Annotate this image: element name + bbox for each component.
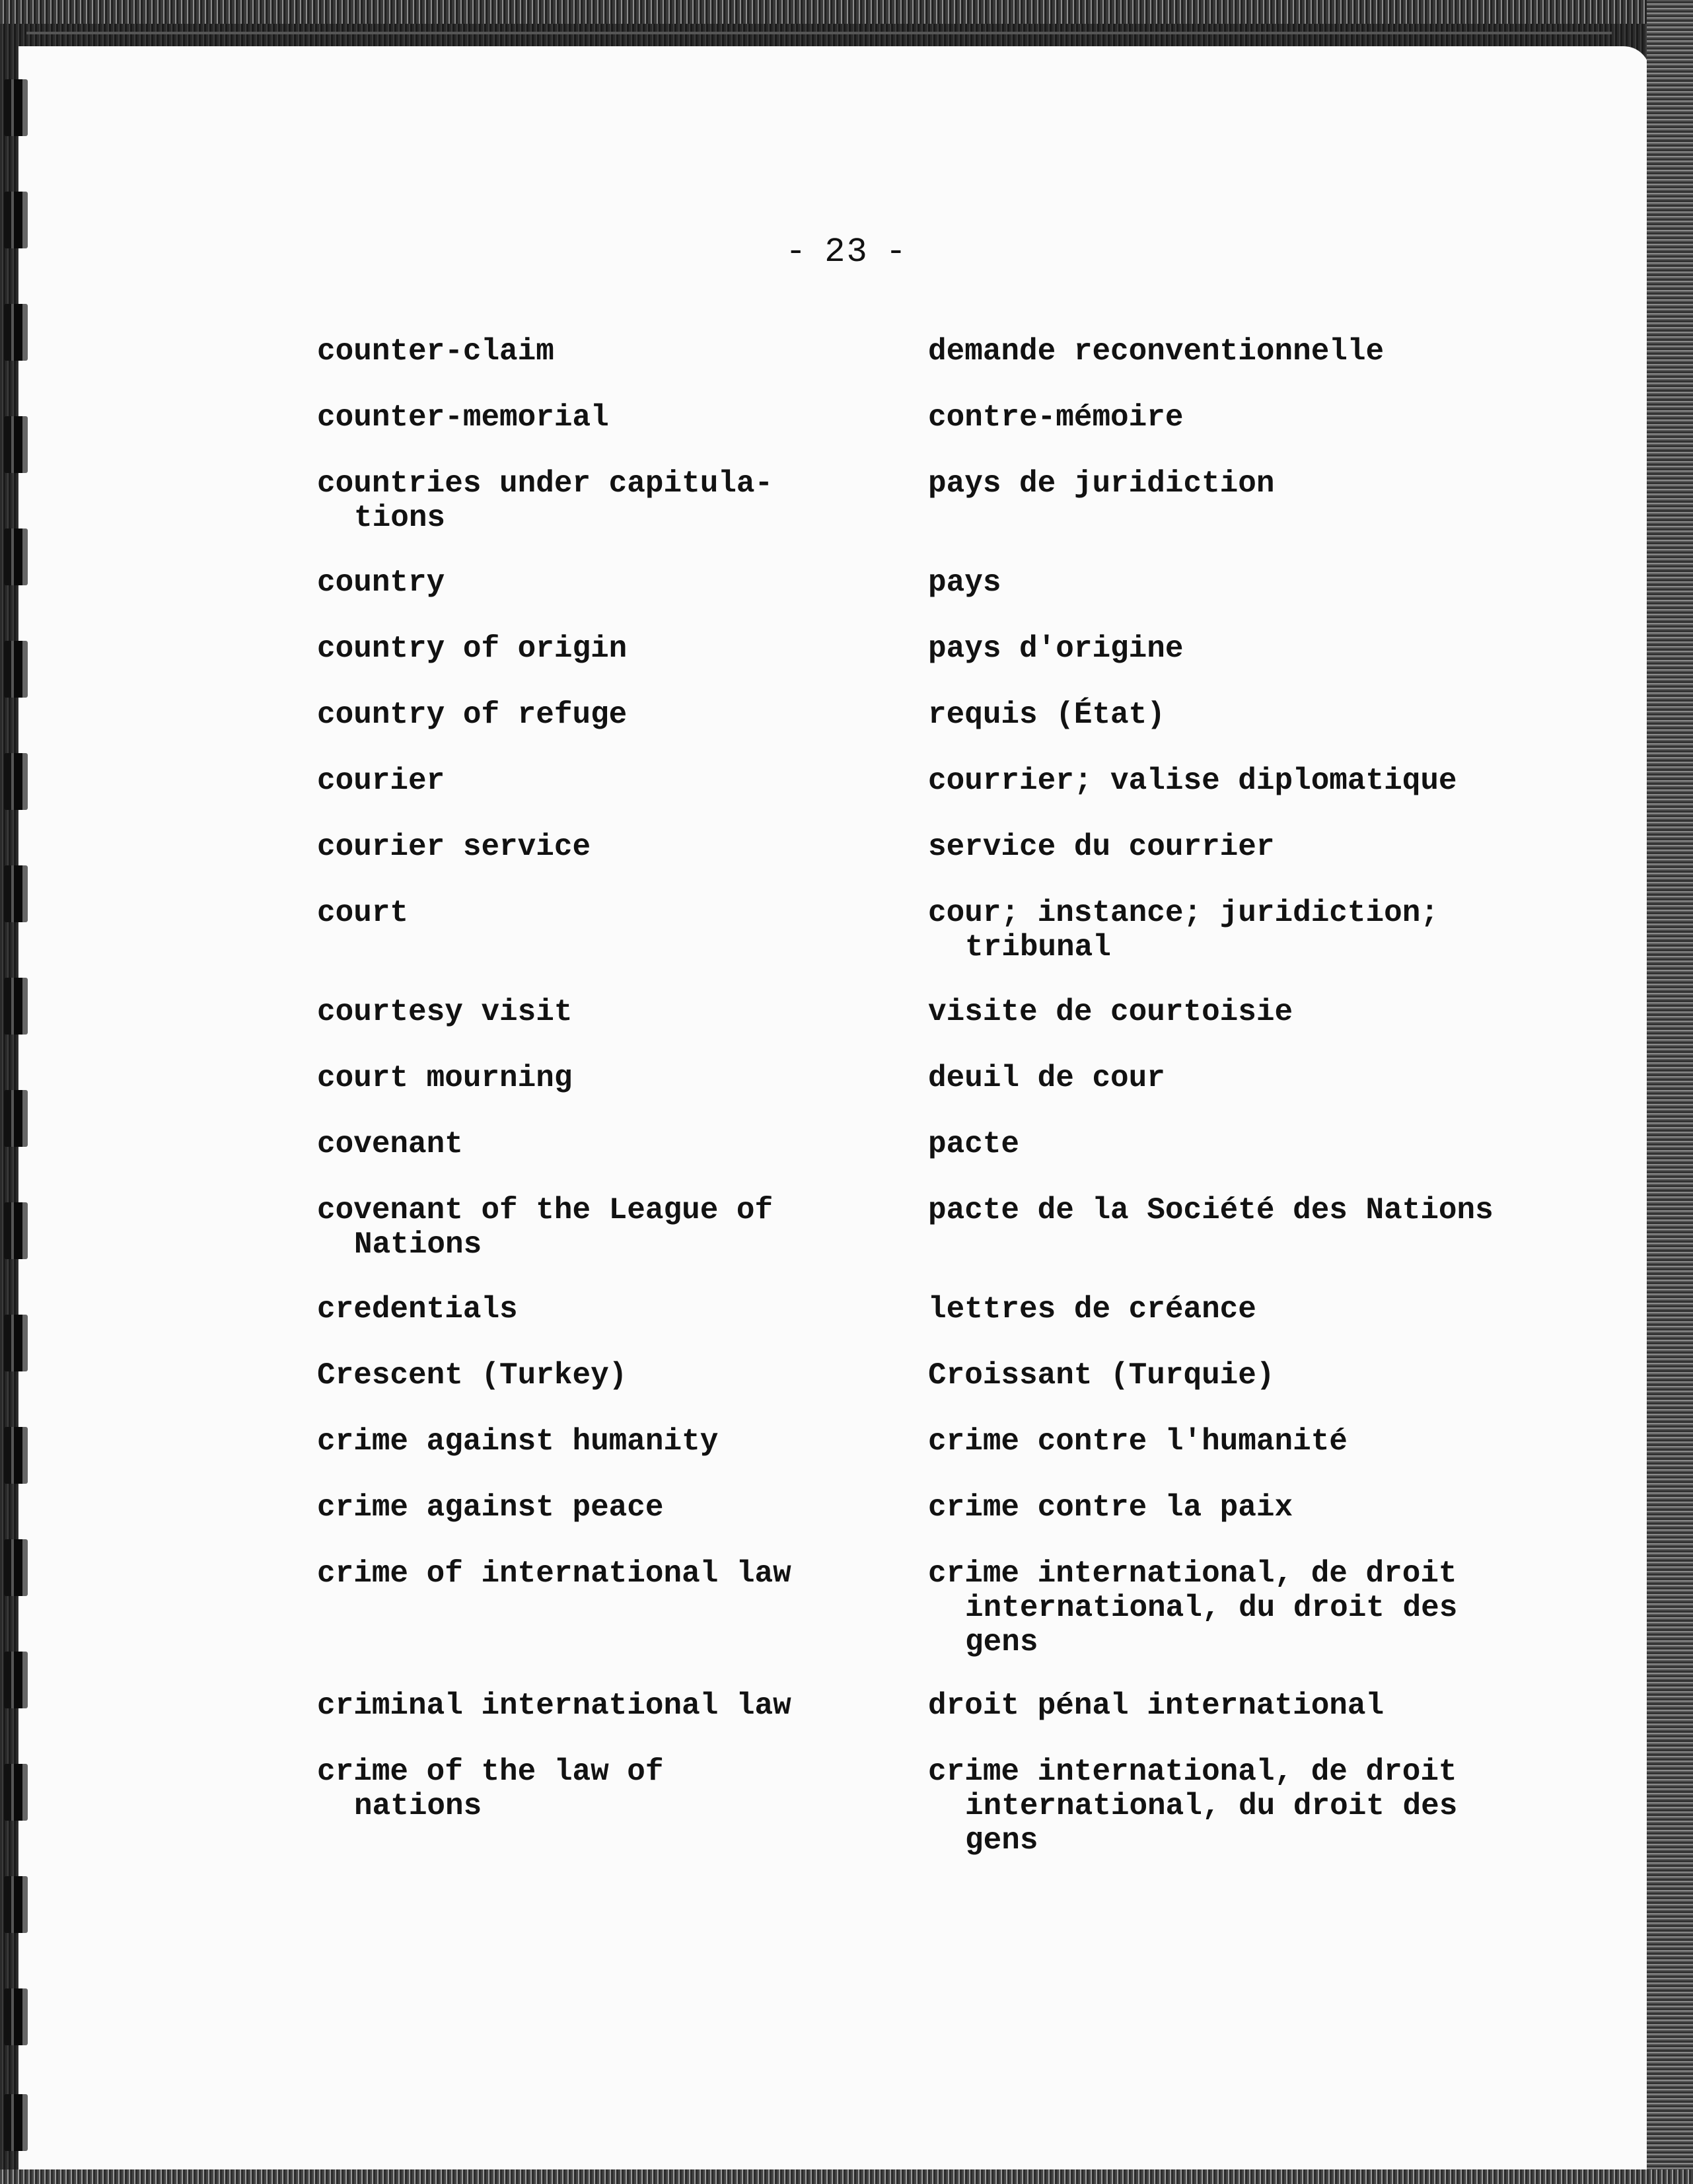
english-term-line: courtesy visit	[317, 995, 573, 1029]
page-number-value: 23	[824, 233, 869, 272]
binding-hole	[4, 304, 28, 361]
page-top-edge	[26, 32, 1612, 34]
page-number	[0, 233, 1693, 272]
french-translation	[928, 1556, 1608, 1659]
scan-edge-right	[1647, 0, 1693, 2184]
english-term	[317, 1193, 898, 1262]
french-translation	[928, 1755, 1608, 1858]
french-translation-line: visite de courtoisie	[928, 995, 1293, 1029]
english-term-line: crime against humanity	[317, 1424, 719, 1459]
french-translation-line: pacte de la Société des Nations	[928, 1193, 1494, 1227]
english-term	[317, 1292, 898, 1327]
french-translation	[928, 632, 1608, 666]
binding-hole	[4, 1539, 28, 1596]
french-translation-line: contre-mémoire	[928, 400, 1184, 435]
binding-hole	[4, 79, 28, 136]
french-translation-line: international, du droit des	[965, 1789, 1458, 1823]
english-term	[317, 632, 898, 666]
french-translation	[928, 400, 1608, 435]
english-term	[317, 698, 898, 732]
binding-hole	[4, 753, 28, 810]
binding-hole	[4, 1427, 28, 1484]
french-translation	[928, 1424, 1608, 1459]
english-term-line: counter-claim	[317, 334, 554, 369]
english-term	[317, 1358, 898, 1393]
binding-hole	[4, 1764, 28, 1821]
english-term-line: criminal international law	[317, 1689, 791, 1723]
french-translation	[928, 830, 1608, 864]
english-term	[317, 1424, 898, 1459]
binding-hole	[4, 978, 28, 1035]
french-translation-line: demande reconventionnelle	[928, 334, 1385, 369]
spiral-binding	[0, 0, 40, 2184]
english-term	[317, 1556, 898, 1591]
french-translation-line: pays	[928, 565, 1001, 600]
french-translation-line: gens	[965, 1625, 1038, 1659]
french-translation-line: service du courrier	[928, 830, 1275, 864]
french-translation-line: crime international, de droit	[928, 1755, 1457, 1789]
french-translation-line: international, du droit des	[965, 1591, 1458, 1625]
binding-hole	[4, 1202, 28, 1259]
english-term-line: counter-memorial	[317, 400, 609, 435]
french-translation	[928, 1689, 1608, 1723]
english-term-line: country of origin	[317, 632, 628, 666]
french-translation	[928, 698, 1608, 732]
english-term-line: country of refuge	[317, 698, 628, 732]
binding-hole	[4, 1315, 28, 1371]
french-translation-line: cour; instance; juridiction;	[928, 896, 1439, 930]
page-number-dash-left: -	[785, 233, 808, 272]
binding-hole	[4, 641, 28, 698]
french-translation-line: lettres de créance	[928, 1292, 1256, 1327]
binding-hole	[4, 1090, 28, 1147]
english-term	[317, 400, 898, 435]
english-term-line: tions	[354, 501, 446, 535]
french-translation-line: pays d'origine	[928, 632, 1184, 666]
english-term	[317, 565, 898, 600]
english-term	[317, 830, 898, 864]
english-term-line: nations	[354, 1789, 482, 1823]
english-term-line: courier	[317, 764, 445, 798]
binding-hole	[4, 1876, 28, 1933]
french-translation	[928, 466, 1608, 501]
french-translation	[928, 565, 1608, 600]
french-translation	[928, 1127, 1608, 1161]
french-translation-line: gens	[965, 1823, 1038, 1858]
scan-edge-top	[0, 0, 1693, 24]
english-term-line: credentials	[317, 1292, 518, 1327]
binding-hole	[4, 1652, 28, 1708]
french-translation	[928, 896, 1608, 965]
binding-hole	[4, 2094, 28, 2151]
french-translation-line: Croissant (Turquie)	[928, 1358, 1275, 1393]
french-translation-line: crime contre la paix	[928, 1490, 1293, 1525]
english-term	[317, 1689, 898, 1723]
french-translation	[928, 1358, 1608, 1393]
binding-hole	[4, 1988, 28, 2045]
french-translation-line: pacte	[928, 1127, 1020, 1161]
english-term	[317, 1490, 898, 1525]
scan-edge-bottom	[0, 2169, 1693, 2184]
binding-hole	[4, 865, 28, 922]
french-translation	[928, 1292, 1608, 1327]
english-term-line: court mourning	[317, 1061, 573, 1095]
french-translation-line: tribunal	[965, 930, 1111, 965]
english-term	[317, 1755, 898, 1823]
binding-hole	[4, 528, 28, 585]
french-translation-line: crime international, de droit	[928, 1556, 1457, 1591]
page-number-dash-right: -	[885, 233, 908, 272]
french-translation	[928, 764, 1608, 798]
french-translation-line: deuil de cour	[928, 1061, 1165, 1095]
french-translation-line: courrier; valise diplomatique	[928, 764, 1457, 798]
french-translation-line: crime contre l'humanité	[928, 1424, 1348, 1459]
english-term-line: court	[317, 896, 409, 930]
french-translation	[928, 1061, 1608, 1095]
french-translation	[928, 1490, 1608, 1525]
english-term	[317, 466, 898, 535]
french-translation-line: pays de juridiction	[928, 466, 1275, 501]
english-term-line: Nations	[354, 1227, 482, 1262]
english-term-line: covenant of the League of	[317, 1193, 774, 1227]
english-term-line: crime of international law	[317, 1556, 791, 1591]
english-term	[317, 334, 898, 369]
english-term-line: crime of the law of	[317, 1755, 664, 1789]
english-term-line: crime against peace	[317, 1490, 664, 1525]
french-translation-line: droit pénal international	[928, 1689, 1385, 1723]
english-term	[317, 896, 898, 930]
english-term-line: countries under capitula-	[317, 466, 774, 501]
french-translation	[928, 995, 1608, 1029]
english-term-line: covenant	[317, 1127, 463, 1161]
english-term	[317, 1127, 898, 1161]
french-translation-line: requis (État)	[928, 698, 1165, 732]
english-term-line: country	[317, 565, 445, 600]
english-term-line: courier service	[317, 830, 591, 864]
french-translation	[928, 1193, 1608, 1227]
binding-hole	[4, 416, 28, 473]
english-term	[317, 764, 898, 798]
english-term-line: Crescent (Turkey)	[317, 1358, 628, 1393]
english-term	[317, 995, 898, 1029]
french-translation	[928, 334, 1608, 369]
english-term	[317, 1061, 898, 1095]
